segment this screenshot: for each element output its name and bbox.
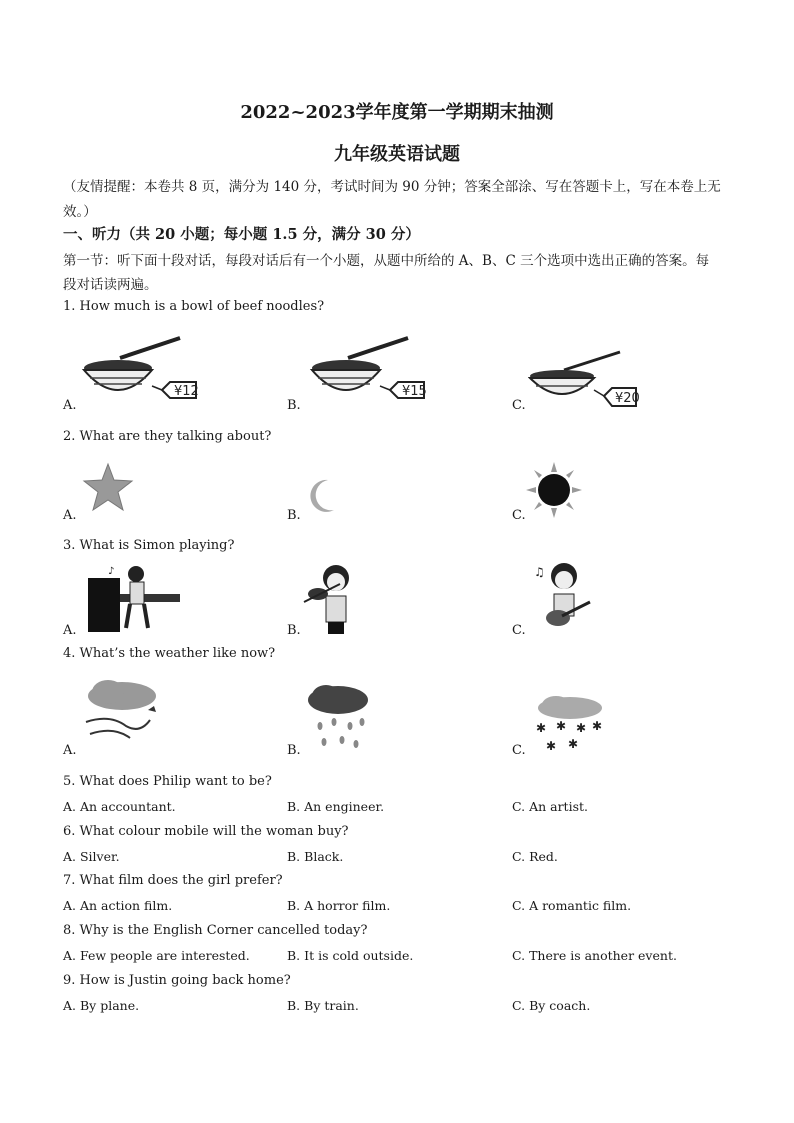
- q6-option-a: A. Silver.: [63, 849, 120, 864]
- question-1: 1. How much is a bowl of beef noodles?: [63, 299, 325, 314]
- q6-option-c: C. Red.: [512, 849, 558, 864]
- question-8: 8. Why is the English Corner cancelled today?: [63, 923, 368, 938]
- noodle-bowl-b-icon: [308, 330, 428, 408]
- q9-option-c: C. By coach.: [512, 998, 591, 1013]
- snowy-icon: [532, 694, 606, 754]
- q2-label-c: C.: [512, 508, 526, 523]
- question-3: 3. What is Simon playing?: [63, 538, 235, 553]
- notice-line1: （友情提醒：本卷共 8 页，满分为 140 分，考试时间为 90 分钟；答案全部涂、写在答题卡上，写在本卷上无: [63, 179, 721, 195]
- svg-text:♪: ♪: [108, 566, 115, 577]
- q5-option-c: C. An artist.: [512, 799, 588, 814]
- q7-option-b: B. A horror film.: [287, 898, 391, 913]
- q1-label-b: B.: [287, 398, 301, 413]
- svg-text:✱: ✱: [536, 721, 547, 735]
- q9-option-a: A. By plane.: [63, 998, 140, 1013]
- windy-icon: [80, 676, 162, 746]
- star-icon: [82, 462, 134, 512]
- svg-text:✱: ✱: [556, 719, 567, 733]
- q4-label-b: B.: [287, 743, 301, 758]
- q3-label-a: A.: [63, 623, 77, 638]
- svg-text:✱: ✱: [546, 739, 557, 753]
- q8-option-a: A. Few people are interested.: [63, 948, 250, 963]
- q8-option-c: C. There is another event.: [512, 948, 677, 963]
- q2-label-a: A.: [63, 508, 77, 523]
- q1-label-c: C.: [512, 398, 526, 413]
- q3-label-c: C.: [512, 623, 526, 638]
- guitar-icon: [532, 558, 596, 632]
- q1-price-c: ¥20: [615, 391, 640, 406]
- rainy-icon: [304, 682, 372, 752]
- q7-option-c: C. A romantic film.: [512, 898, 632, 913]
- notice-line2: 效。）: [63, 204, 97, 220]
- svg-text:✱: ✱: [592, 719, 603, 733]
- svg-text:♫: ♫: [534, 565, 545, 579]
- piano-icon: [86, 564, 184, 634]
- exam-subtitle: 九年级英语试题: [334, 144, 460, 165]
- section-heading: 一、听力（共 20 小题；每小题 1.5 分，满分 30 分）: [63, 226, 420, 243]
- q1-price-b: ¥15: [402, 384, 427, 399]
- q3-label-b: B.: [287, 623, 301, 638]
- q8-option-b: B. It is cold outside.: [287, 948, 414, 963]
- q5-option-a: A. An accountant.: [63, 799, 176, 814]
- question-6: 6. What colour mobile will the woman buy?: [63, 824, 349, 839]
- q4-label-a: A.: [63, 743, 77, 758]
- question-4: 4. What’s the weather like now?: [63, 646, 276, 661]
- question-2: 2. What are they talking about?: [63, 429, 272, 444]
- svg-text:✱: ✱: [576, 721, 587, 735]
- exam-title: 2022~2023学年度第一学期期末抽测: [240, 102, 554, 123]
- violin-icon: [300, 562, 364, 636]
- moon-icon: [304, 476, 340, 516]
- q7-option-a: A. An action film.: [63, 898, 173, 913]
- question-9: 9. How is Justin going back home?: [63, 973, 291, 988]
- part1-instructions-line2: 段对话读两遍。: [63, 277, 158, 293]
- q2-label-b: B.: [287, 508, 301, 523]
- question-5: 5. What does Philip want to be?: [63, 774, 272, 789]
- sun-icon: [526, 462, 582, 518]
- noodle-bowl-c-icon: [528, 350, 640, 412]
- q6-option-b: B. Black.: [287, 849, 344, 864]
- q9-option-b: B. By train.: [287, 998, 359, 1013]
- noodle-bowl-a-icon: [80, 330, 200, 408]
- question-7: 7. What film does the girl prefer?: [63, 873, 283, 888]
- svg-text:✱: ✱: [568, 737, 579, 751]
- q4-label-c: C.: [512, 743, 526, 758]
- q1-price-a: ¥12: [174, 384, 199, 399]
- q5-option-b: B. An engineer.: [287, 799, 385, 814]
- q1-label-a: A.: [63, 398, 77, 413]
- part1-instructions-line1: 第一节：听下面十段对话，每段对话后有一个小题，从题中所给的 A、B、C 三个选项中选出正确的答案。每: [63, 253, 710, 269]
